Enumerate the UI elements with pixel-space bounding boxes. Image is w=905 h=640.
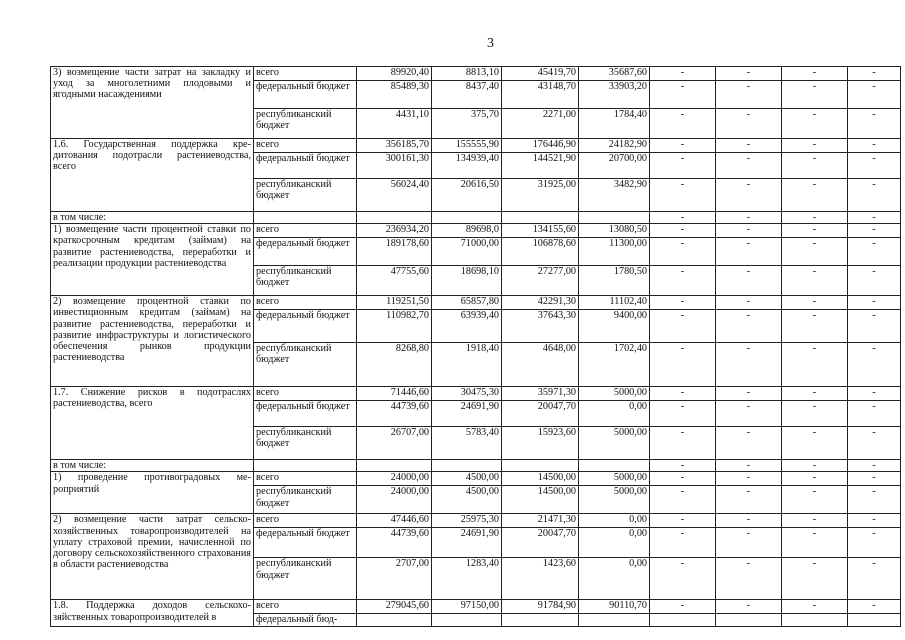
empty-value-cell: - <box>716 266 782 296</box>
amount-cell <box>502 212 579 224</box>
empty-value-cell: - <box>782 472 848 486</box>
amount-cell: 65857,80 <box>432 296 502 310</box>
amount-cell: 189178,60 <box>357 238 432 266</box>
empty-value-cell: - <box>848 514 901 528</box>
empty-value-cell: - <box>716 224 782 238</box>
page-number: 3 <box>487 36 494 51</box>
amount-cell <box>579 460 650 472</box>
amount-cell: 5000,00 <box>579 387 650 401</box>
amount-cell: 4500,00 <box>432 486 502 514</box>
amount-cell: 35971,30 <box>502 387 579 401</box>
amount-cell: 5783,40 <box>432 427 502 460</box>
amount-cell: 279045,60 <box>357 600 432 614</box>
empty-value-cell: - <box>848 310 901 343</box>
budget-source <box>254 460 357 472</box>
amount-cell: 14500,00 <box>502 472 579 486</box>
amount-cell: 8268,80 <box>357 343 432 387</box>
budget-source: федеральный бюджет <box>254 310 357 343</box>
table-row <box>51 139 901 153</box>
table-row <box>51 212 901 224</box>
amount-cell: 24691,90 <box>432 401 502 427</box>
empty-value-cell: - <box>716 427 782 460</box>
amount-cell: 15923,60 <box>502 427 579 460</box>
amount-cell: 119251,50 <box>357 296 432 310</box>
budget-source: всего <box>254 472 357 486</box>
empty-value-cell: - <box>782 600 848 614</box>
amount-cell: 0,00 <box>579 558 650 600</box>
row-description: 3) возмещение части затрат на закладку и уход за многолетними плодовыми и ягодными насаждениями <box>51 67 254 139</box>
budget-source: республиканский бюджет <box>254 343 357 387</box>
amount-cell: 20616,50 <box>432 179 502 212</box>
row-description: в том числе: <box>51 460 254 472</box>
amount-cell <box>432 614 502 626</box>
amount-cell: 2707,00 <box>357 558 432 600</box>
budget-source: республиканский бюджет <box>254 558 357 600</box>
amount-cell: 42291,30 <box>502 296 579 310</box>
amount-cell: 24000,00 <box>357 486 432 514</box>
empty-value-cell: - <box>650 310 716 343</box>
amount-cell: 375,70 <box>432 109 502 139</box>
amount-cell: 20047,70 <box>502 401 579 427</box>
amount-cell <box>579 614 650 626</box>
empty-value-cell: - <box>782 401 848 427</box>
empty-value-cell: - <box>848 179 901 212</box>
empty-value-cell: - <box>782 486 848 514</box>
amount-cell: 24000,00 <box>357 472 432 486</box>
budget-source: республиканский бюджет <box>254 179 357 212</box>
empty-value-cell: - <box>716 212 782 224</box>
table-row <box>51 67 901 81</box>
empty-value-cell: - <box>782 153 848 179</box>
row-description: 1) проведение противоградовых мероприятий <box>51 472 254 514</box>
empty-value-cell: - <box>716 296 782 310</box>
row-description: 1.8. Поддержка доходов сельскохозяйственных товаропроизводителей в <box>51 600 254 626</box>
empty-value-cell: - <box>650 139 716 153</box>
amount-cell: 144521,90 <box>502 153 579 179</box>
empty-value-cell: - <box>848 427 901 460</box>
budget-source: республиканский бюджет <box>254 427 357 460</box>
amount-cell: 47755,60 <box>357 266 432 296</box>
amount-cell: 3482,90 <box>579 179 650 212</box>
amount-cell: 5000,00 <box>579 472 650 486</box>
empty-value-cell: - <box>782 514 848 528</box>
empty-value-cell: - <box>716 310 782 343</box>
empty-value-cell <box>782 614 848 626</box>
empty-value-cell: - <box>848 486 901 514</box>
budget-source: федеральный бюджет <box>254 81 357 109</box>
amount-cell <box>357 212 432 224</box>
empty-value-cell: - <box>716 460 782 472</box>
amount-cell: 1784,40 <box>579 109 650 139</box>
amount-cell: 89698,0 <box>432 224 502 238</box>
amount-cell: 56024,40 <box>357 179 432 212</box>
empty-value-cell: - <box>716 139 782 153</box>
amount-cell: 35687,60 <box>579 67 650 81</box>
amount-cell: 106878,60 <box>502 238 579 266</box>
amount-cell: 25975,30 <box>432 514 502 528</box>
row-description: 2) возмещение процентной ставки по инвестиционным кредитам (займам) на развитие растениеводства, переработки и развитие инфраструктуры и логистического обеспечения рынков продукции растениеводства <box>51 296 254 387</box>
empty-value-cell: - <box>650 401 716 427</box>
amount-cell: 134155,60 <box>502 224 579 238</box>
amount-cell: 85489,30 <box>357 81 432 109</box>
budget-source: всего <box>254 139 357 153</box>
empty-value-cell: - <box>650 179 716 212</box>
amount-cell <box>579 212 650 224</box>
empty-value-cell: - <box>848 212 901 224</box>
budget-source: всего <box>254 224 357 238</box>
empty-value-cell: - <box>848 387 901 401</box>
amount-cell: 91784,90 <box>502 600 579 614</box>
empty-value-cell: - <box>650 427 716 460</box>
empty-value-cell: - <box>716 179 782 212</box>
amount-cell: 5000,00 <box>579 486 650 514</box>
amount-cell: 90110,70 <box>579 600 650 614</box>
empty-value-cell: - <box>782 81 848 109</box>
amount-cell: 1918,40 <box>432 343 502 387</box>
budget-source: республиканский бюджет <box>254 486 357 514</box>
budget-source: всего <box>254 514 357 528</box>
empty-value-cell: - <box>848 558 901 600</box>
amount-cell: 89920,40 <box>357 67 432 81</box>
empty-value-cell: - <box>716 67 782 81</box>
empty-value-cell: - <box>782 266 848 296</box>
empty-value-cell: - <box>848 81 901 109</box>
amount-cell: 37643,30 <box>502 310 579 343</box>
amount-cell: 11300,00 <box>579 238 650 266</box>
empty-value-cell: - <box>848 266 901 296</box>
empty-value-cell: - <box>650 528 716 558</box>
budget-source: федеральный бюджет <box>254 153 357 179</box>
amount-cell: 24691,90 <box>432 528 502 558</box>
amount-cell: 45419,70 <box>502 67 579 81</box>
empty-value-cell: - <box>782 343 848 387</box>
empty-value-cell: - <box>650 600 716 614</box>
amount-cell: 300161,30 <box>357 153 432 179</box>
empty-value-cell <box>716 614 782 626</box>
empty-value-cell: - <box>848 343 901 387</box>
amount-cell: 356185,70 <box>357 139 432 153</box>
amount-cell: 97150,00 <box>432 600 502 614</box>
empty-value-cell: - <box>716 514 782 528</box>
empty-value-cell <box>650 614 716 626</box>
amount-cell: 43148,70 <box>502 81 579 109</box>
empty-value-cell: - <box>848 139 901 153</box>
amount-cell: 71446,60 <box>357 387 432 401</box>
empty-value-cell: - <box>650 558 716 600</box>
amount-cell: 4500,00 <box>432 472 502 486</box>
budget-source: всего <box>254 67 357 81</box>
empty-value-cell: - <box>782 296 848 310</box>
amount-cell: 21471,30 <box>502 514 579 528</box>
amount-cell: 44739,60 <box>357 401 432 427</box>
amount-cell: 0,00 <box>579 528 650 558</box>
amount-cell: 155555,90 <box>432 139 502 153</box>
amount-cell <box>432 212 502 224</box>
budget-source: всего <box>254 387 357 401</box>
empty-value-cell: - <box>650 81 716 109</box>
empty-value-cell: - <box>650 296 716 310</box>
budget-source: всего <box>254 296 357 310</box>
empty-value-cell: - <box>650 109 716 139</box>
row-description: 1) возмещение части процентной ставки по краткосрочным кредитам (займам) на развитие растениеводства, переработки и реализации продукции растениеводства <box>51 224 254 296</box>
amount-cell: 9400,00 <box>579 310 650 343</box>
amount-cell: 20700,00 <box>579 153 650 179</box>
amount-cell <box>432 460 502 472</box>
amount-cell: 2271,00 <box>502 109 579 139</box>
row-description: 2) возмещение части затрат сельскохозяйственных товаропроизводителей на уплату страховой премии, начисленной по договору сельскохозяйственного страхования в области растениеводства <box>51 514 254 600</box>
amount-cell: 110982,70 <box>357 310 432 343</box>
empty-value-cell: - <box>650 387 716 401</box>
empty-value-cell: - <box>716 343 782 387</box>
amount-cell: 1423,60 <box>502 558 579 600</box>
amount-cell: 31925,00 <box>502 179 579 212</box>
amount-cell: 176446,90 <box>502 139 579 153</box>
amount-cell: 11102,40 <box>579 296 650 310</box>
empty-value-cell: - <box>782 179 848 212</box>
amount-cell: 4431,10 <box>357 109 432 139</box>
amount-cell: 24182,90 <box>579 139 650 153</box>
empty-value-cell: - <box>716 109 782 139</box>
empty-value-cell: - <box>782 224 848 238</box>
amount-cell: 71000,00 <box>432 238 502 266</box>
table-row <box>51 514 901 528</box>
empty-value-cell: - <box>848 153 901 179</box>
amount-cell: 33903,20 <box>579 81 650 109</box>
amount-cell: 47446,60 <box>357 514 432 528</box>
empty-value-cell: - <box>650 343 716 387</box>
empty-value-cell: - <box>650 460 716 472</box>
amount-cell: 8437,40 <box>432 81 502 109</box>
empty-value-cell: - <box>848 528 901 558</box>
budget-source: республиканский бюджет <box>254 109 357 139</box>
budget-source: федеральный бюджет <box>254 528 357 558</box>
table-row <box>51 472 901 486</box>
empty-value-cell: - <box>782 460 848 472</box>
amount-cell: 134939,40 <box>432 153 502 179</box>
empty-value-cell: - <box>650 212 716 224</box>
budget-table <box>50 66 901 627</box>
budget-source: республиканский бюджет <box>254 266 357 296</box>
amount-cell: 8813,10 <box>432 67 502 81</box>
table-row <box>51 224 901 238</box>
empty-value-cell: - <box>782 238 848 266</box>
empty-value-cell: - <box>782 528 848 558</box>
amount-cell: 0,00 <box>579 401 650 427</box>
amount-cell: 5000,00 <box>579 427 650 460</box>
empty-value-cell: - <box>782 109 848 139</box>
empty-value-cell: - <box>650 153 716 179</box>
table-row <box>51 296 901 310</box>
amount-cell: 44739,60 <box>357 528 432 558</box>
empty-value-cell: - <box>650 67 716 81</box>
empty-value-cell: - <box>782 139 848 153</box>
budget-source: федеральный бюд- <box>254 614 357 626</box>
amount-cell: 4648,00 <box>502 343 579 387</box>
empty-value-cell: - <box>716 472 782 486</box>
table-row <box>51 460 901 472</box>
empty-value-cell: - <box>650 224 716 238</box>
empty-value-cell: - <box>782 67 848 81</box>
empty-value-cell: - <box>650 472 716 486</box>
empty-value-cell: - <box>716 528 782 558</box>
amount-cell <box>502 614 579 626</box>
budget-source <box>254 212 357 224</box>
budget-source: федеральный бюджет <box>254 401 357 427</box>
empty-value-cell: - <box>848 472 901 486</box>
empty-value-cell: - <box>848 600 901 614</box>
amount-cell: 1780,50 <box>579 266 650 296</box>
empty-value-cell: - <box>716 153 782 179</box>
table-row <box>51 387 901 401</box>
amount-cell: 26707,00 <box>357 427 432 460</box>
amount-cell: 1283,40 <box>432 558 502 600</box>
empty-value-cell: - <box>848 109 901 139</box>
empty-value-cell: - <box>782 427 848 460</box>
empty-value-cell: - <box>716 387 782 401</box>
empty-value-cell: - <box>848 401 901 427</box>
budget-source: федеральный бюджет <box>254 238 357 266</box>
amount-cell: 13080,50 <box>579 224 650 238</box>
budget-source: всего <box>254 600 357 614</box>
empty-value-cell: - <box>848 460 901 472</box>
empty-value-cell <box>848 614 901 626</box>
row-description: 1.6. Государственная поддержка кредитования подотрасли растениеводства, всего <box>51 139 254 212</box>
amount-cell: 1702,40 <box>579 343 650 387</box>
empty-value-cell: - <box>848 238 901 266</box>
empty-value-cell: - <box>848 67 901 81</box>
empty-value-cell: - <box>716 558 782 600</box>
amount-cell <box>502 460 579 472</box>
empty-value-cell: - <box>716 486 782 514</box>
empty-value-cell: - <box>782 558 848 600</box>
amount-cell: 27277,00 <box>502 266 579 296</box>
empty-value-cell: - <box>848 296 901 310</box>
amount-cell <box>357 460 432 472</box>
amount-cell <box>357 614 432 626</box>
empty-value-cell: - <box>716 238 782 266</box>
amount-cell: 0,00 <box>579 514 650 528</box>
amount-cell: 18698,10 <box>432 266 502 296</box>
amount-cell: 63939,40 <box>432 310 502 343</box>
row-description: 1.7. Снижение рисков в подотраслях растениеводства, всего <box>51 387 254 460</box>
empty-value-cell: - <box>650 486 716 514</box>
empty-value-cell: - <box>716 81 782 109</box>
empty-value-cell: - <box>650 266 716 296</box>
amount-cell: 236934,20 <box>357 224 432 238</box>
empty-value-cell: - <box>650 514 716 528</box>
empty-value-cell: - <box>782 310 848 343</box>
empty-value-cell: - <box>848 224 901 238</box>
empty-value-cell: - <box>782 387 848 401</box>
row-description: в том числе: <box>51 212 254 224</box>
empty-value-cell: - <box>716 600 782 614</box>
empty-value-cell: - <box>716 401 782 427</box>
amount-cell: 20047,70 <box>502 528 579 558</box>
amount-cell: 30475,30 <box>432 387 502 401</box>
table-row <box>51 600 901 614</box>
empty-value-cell: - <box>782 212 848 224</box>
amount-cell: 14500,00 <box>502 486 579 514</box>
empty-value-cell: - <box>650 238 716 266</box>
